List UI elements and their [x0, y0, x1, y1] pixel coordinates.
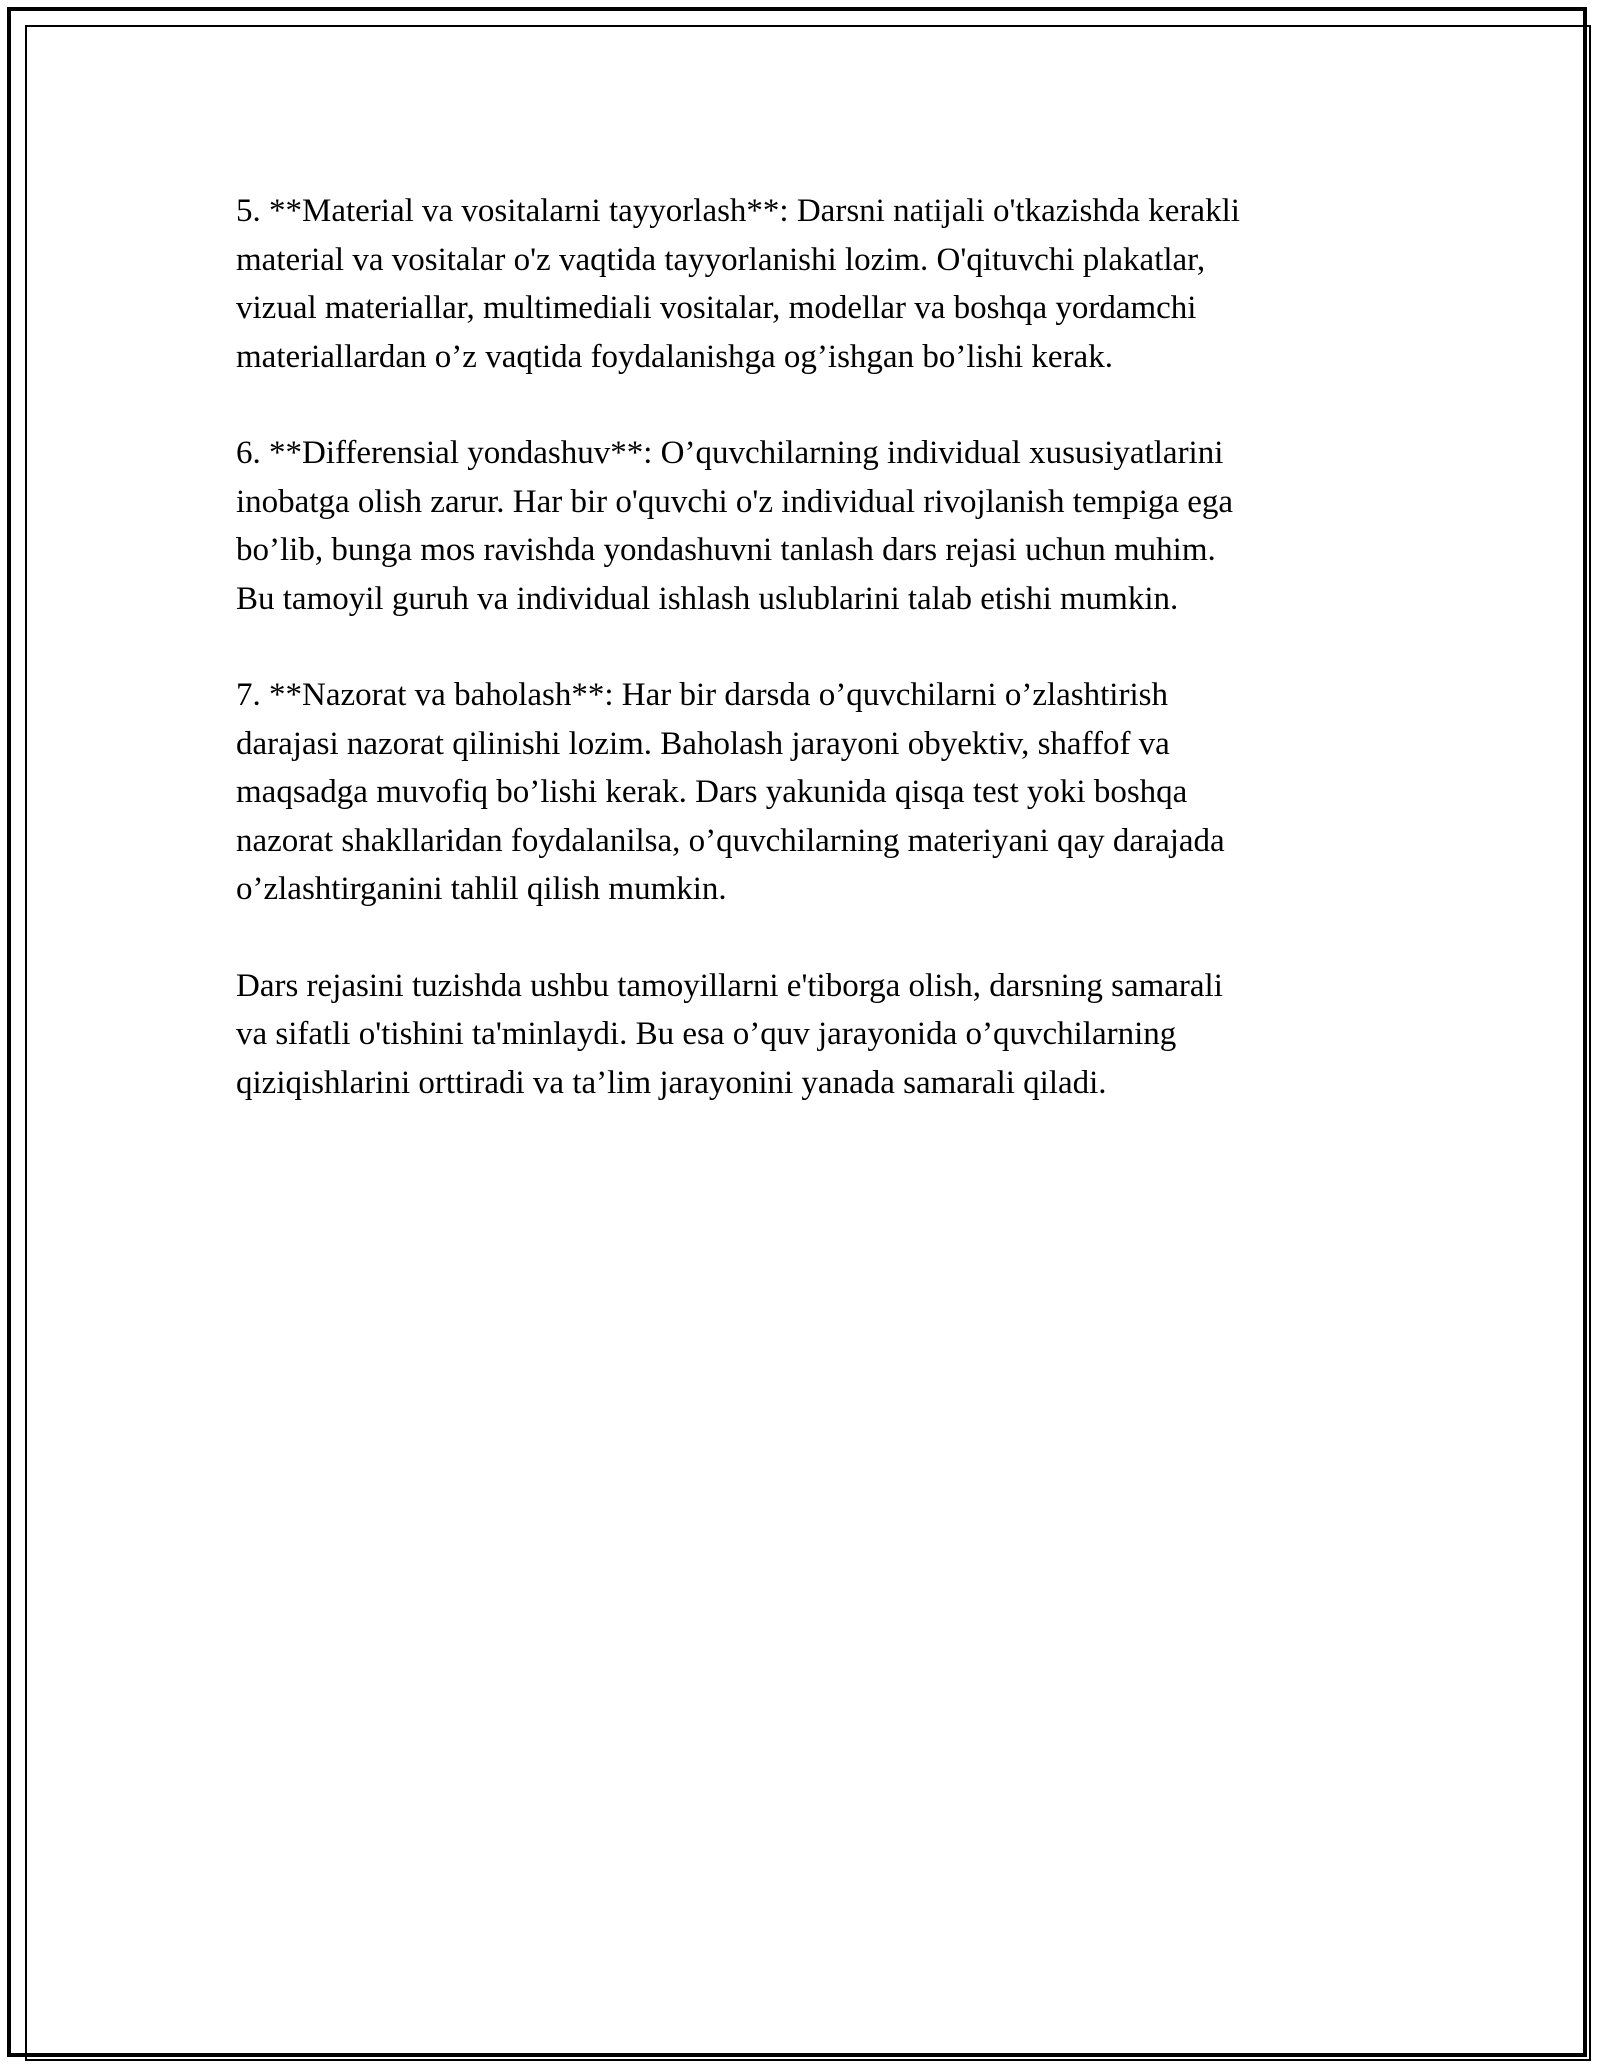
- paragraph-material-tools: 5. **Material va vositalarni tayyorlash**: Darsni natijali o'tkazishda kerakli material va vositalar o'z vaqtida tayyorlanishi lozim. O'qituvchi plakatlar, vizual materiallar, multimediali vositalar, modellar va boshqa yordamchi materiallardan o’z vaqtida foydalanishga og’ishgan bo’lishi kerak.: [236, 193, 1240, 375]
- paragraph-control-assessment: 7. **Nazorat va baholash**: Har bir darsda o’quvchilarni o’zlashtirish darajasi nazorat qilinishi lozim. Baholash jarayoni obyektiv, shaffof va maqsadga muvofiq bo’lishi kerak. Dars yakunida qisqa test yoki boshqa nazorat shakllaridan foydalanilsa, o’quvchilarning materiyani qay darajada o’zlashtirganini tahlil qilish mumkin.: [236, 677, 1225, 907]
- paragraph-conclusion: Dars rejasini tuzishda ushbu tamoyillarni e'tiborga olish, darsning samarali va sifatli o'tishini ta'minlaydi. Bu esa o’quv jarayonida o’quvchilarning qiziqishlarini orttiradi va ta’lim jarayonini yanada samarali qiladi.: [236, 967, 1223, 1101]
- paragraph-differential-approach: 6. **Differensial yondashuv**: O’quvchilarning individual xususiyatlarini inobatga olish zarur. Har bir o'quvchi o'z individual rivojlanish tempiga ega bo’lib, bunga mos ravishda yondashuvni tanlash dars rejasi uchun muhim. Bu tamoyil guruh va individual ishlash uslublarini talab etishi mumkin.: [236, 435, 1234, 617]
- document-body: [236, 187, 1366, 1155]
